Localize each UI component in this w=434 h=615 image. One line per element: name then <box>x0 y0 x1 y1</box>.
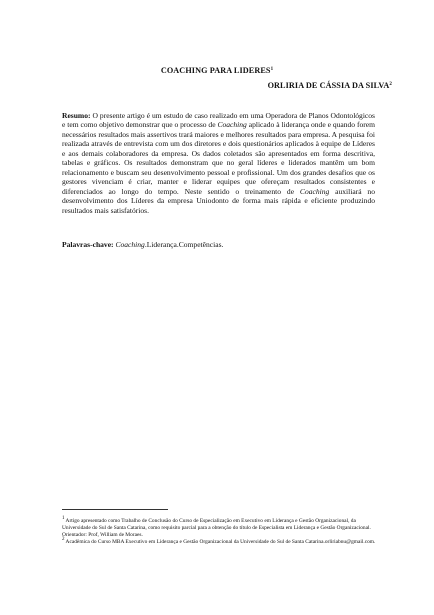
abstract-text-1: O presente artigo é um estudo de caso realizado em uma Operadora de Planos Odontológicos e tem como objetivo demonstrar que o processo de <box>62 111 375 130</box>
footnote-1 <box>62 518 378 532</box>
abstract-paragraph <box>62 111 375 215</box>
keywords-rest: .Liderança.Competências. <box>144 240 224 249</box>
footnote-1-marker: 1 <box>62 516 65 521</box>
footnote-2 <box>62 536 378 546</box>
author-footnote-marker: 2 <box>389 82 392 87</box>
footnote-1-text: Artigo apresentado como Trabalho de Conclusão do Curso de Especialização em Executivo em Liderança e Gestão Organizacional, da Universidade do Sul de Santa Catarina, como requisito parcial para a obtenção do título de Especialista em Liderança e Gestão Organizacional. <box>62 518 371 531</box>
article-title <box>0 66 434 75</box>
footnote-2-text: Acadêmica do Curso MBA Executivo em Liderança e Gestão Organizacional da Universidade do Sul de Santa Catarina.orliriabnu@gmail.com. <box>64 538 376 545</box>
footnotes-block <box>62 518 378 546</box>
footnote-advisor: Orientador: Prof, William de Moraes. <box>62 531 143 538</box>
author-name <box>268 81 392 90</box>
keywords-line <box>62 240 375 249</box>
abstract-emphasis-1: Coaching <box>217 120 247 130</box>
abstract-text-3: auxiliará no desenvolvimento dos Líderes da empresa Uniodonto de forma mais rápida e eficiente produzindo resultados mais satisfatórios. <box>62 186 375 215</box>
keywords-label: Palavras-chave: <box>62 240 114 249</box>
footnote-2-marker: 2 <box>62 536 65 542</box>
title-text: COACHING PARA LIDERES <box>160 66 271 75</box>
title-footnote-marker: 1 <box>270 67 274 72</box>
footnote-divider <box>62 509 168 510</box>
abstract-label: Resumo: <box>62 111 91 120</box>
author-text: ORLIRIA DE CÁSSIA DA SILVA <box>267 81 390 90</box>
abstract-emphasis-2: Coaching <box>299 186 330 196</box>
keyword-coaching: Coaching <box>115 240 145 249</box>
abstract-text-2: aplicado à liderança onde e quando forem necessários resultados mais assertivos trará maiores e melhores resultados para empresa. A pesquisa foi realizada através de entrevista com um dos diretores e dois questionários aplicados à equipe de Líderes e aos demais colaboradores da empresa. Os dados coletados são apresentados em forma descritiva, tabelas e gráficos. Os resultados demonstram que no geral líderes e liderados mantêm um bom relacionamento e buscam seu desenvolvimento pessoal e profissional. Um dos grandes desafios que os gestores vivenciam é criar, manter e liderar equipes que ofereçam resultados consistentes e diferenciados ao longo do tempo. Neste sentido o treinamento de <box>62 120 375 196</box>
